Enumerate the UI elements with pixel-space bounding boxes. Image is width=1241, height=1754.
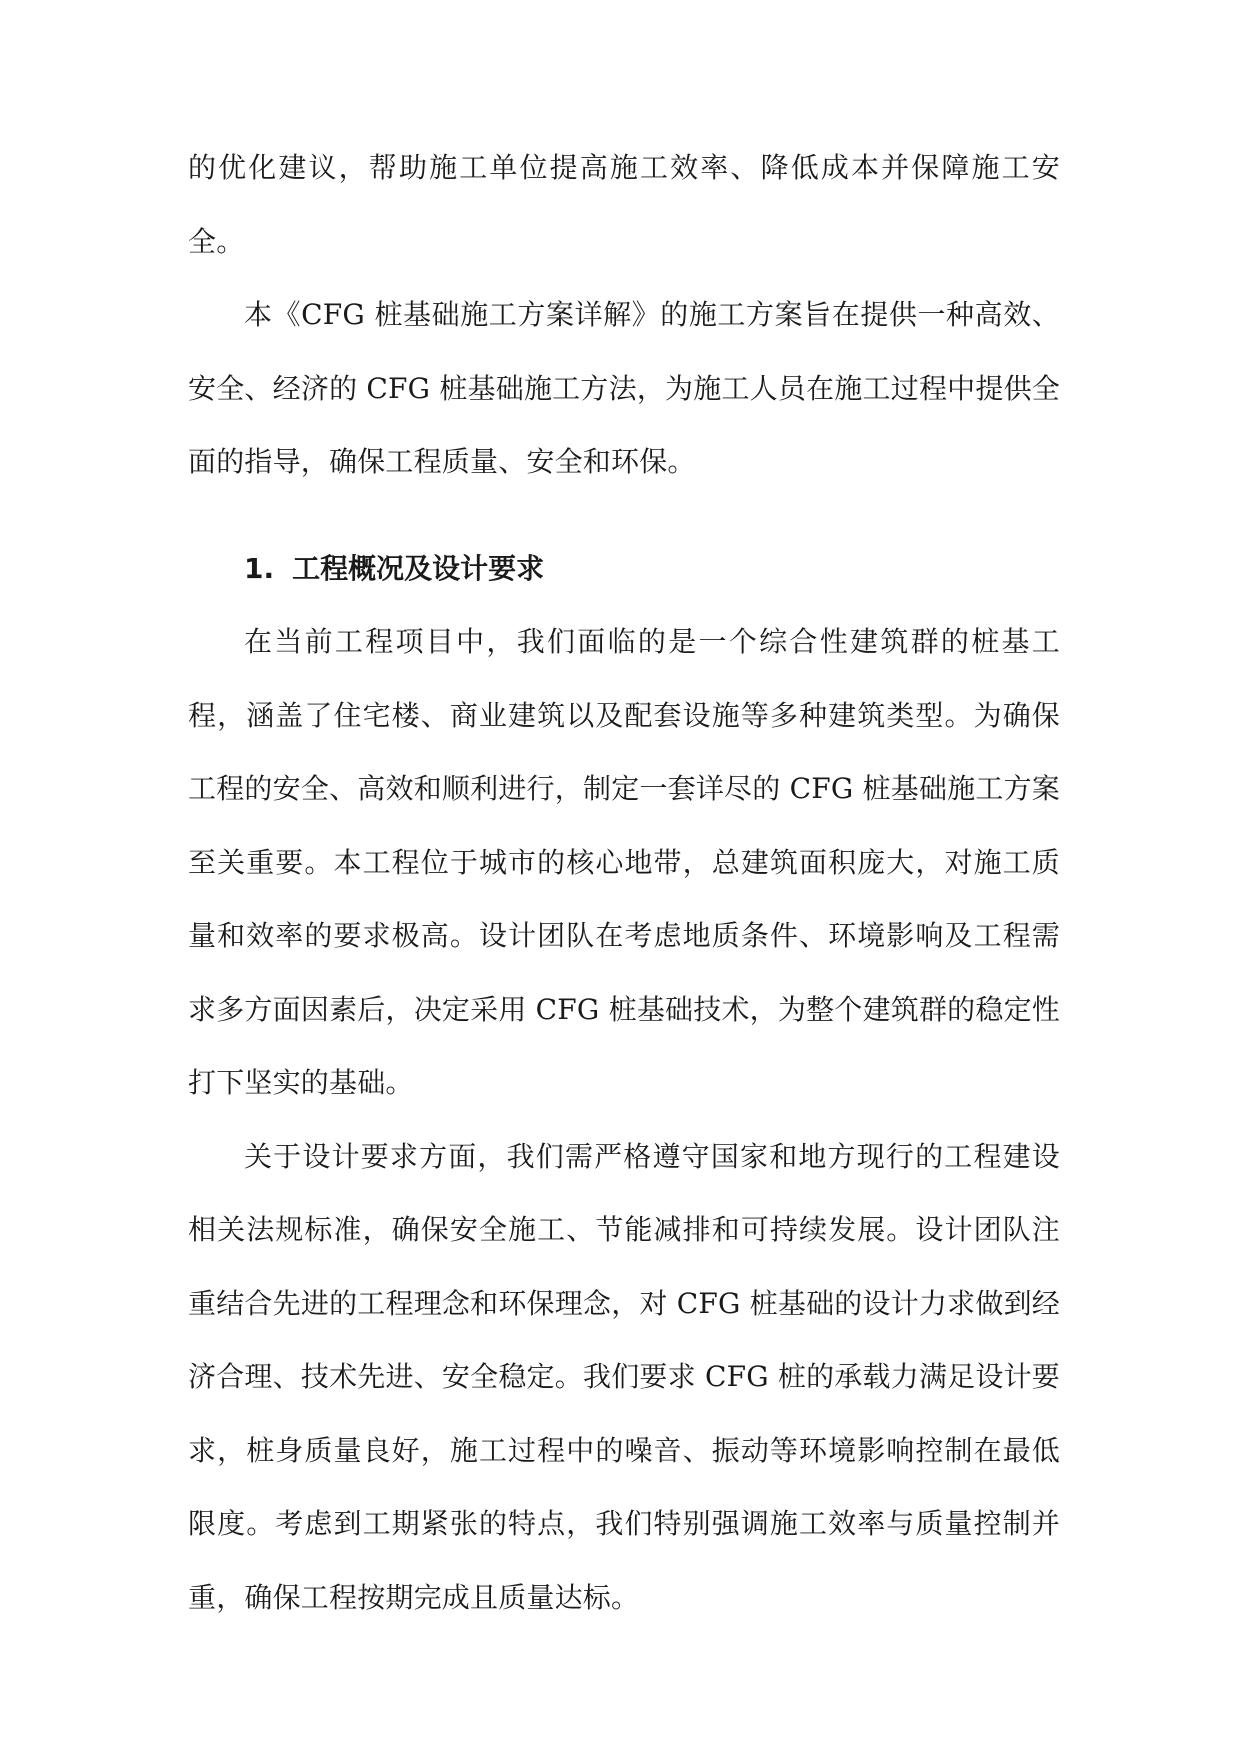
section-title: 工程概况及设计要求 — [292, 551, 545, 585]
section-number: 1. — [244, 551, 275, 585]
document-body — [188, 131, 1060, 1634]
paragraph-continuation: 的优化建议，帮助施工单位提高施工效率、降低成本并保障施工安全。 — [188, 151, 1060, 258]
paragraph-intro: 本《CFG 桩基础施工方案详解》的施工方案旨在提供一种高效、安全、经济的 CFG 桩基础施工方法，为施工人员在施工过程中提供全面的指导，确保工程质量、安全和环保。 — [188, 298, 1060, 478]
paragraph-project-overview: 在当前工程项目中，我们面临的是一个综合性建筑群的桩基工程，涵盖了住宅楼、商业建筑以及配套设施等多种建筑类型。为确保工程的安全、高效和顺利进行，制定一套详尽的 CFG 桩基础施工方案至关重要。本工程位于城市的核心地带，总建筑面积庞大，对施工质量和效率的要求极高。设计团队在考虑地质条件、环境影响及工程需求多方面因素后，决定采用 CFG 桩基础技术，为整个建筑群的稳定性打下坚实的基础。 — [188, 625, 1060, 1099]
paragraph-design-requirements: 关于设计要求方面，我们需严格遵守国家和地方现行的工程建设相关法规标准，确保安全施工、节能减排和可持续发展。设计团队注重结合先进的工程理念和环保理念，对 CFG 桩基础的设计力求做到经济合理、技术先进、安全稳定。我们要求 CFG 桩的承载力满足设计要求，桩身质量良好，施工过程中的噪音、振动等环境影响控制在最低限度。考虑到工期紧张的特点，我们特别强调施工效率与质量控制并重，确保工程按期完成且质量达标。 — [188, 1139, 1060, 1614]
section-heading — [188, 532, 1060, 606]
